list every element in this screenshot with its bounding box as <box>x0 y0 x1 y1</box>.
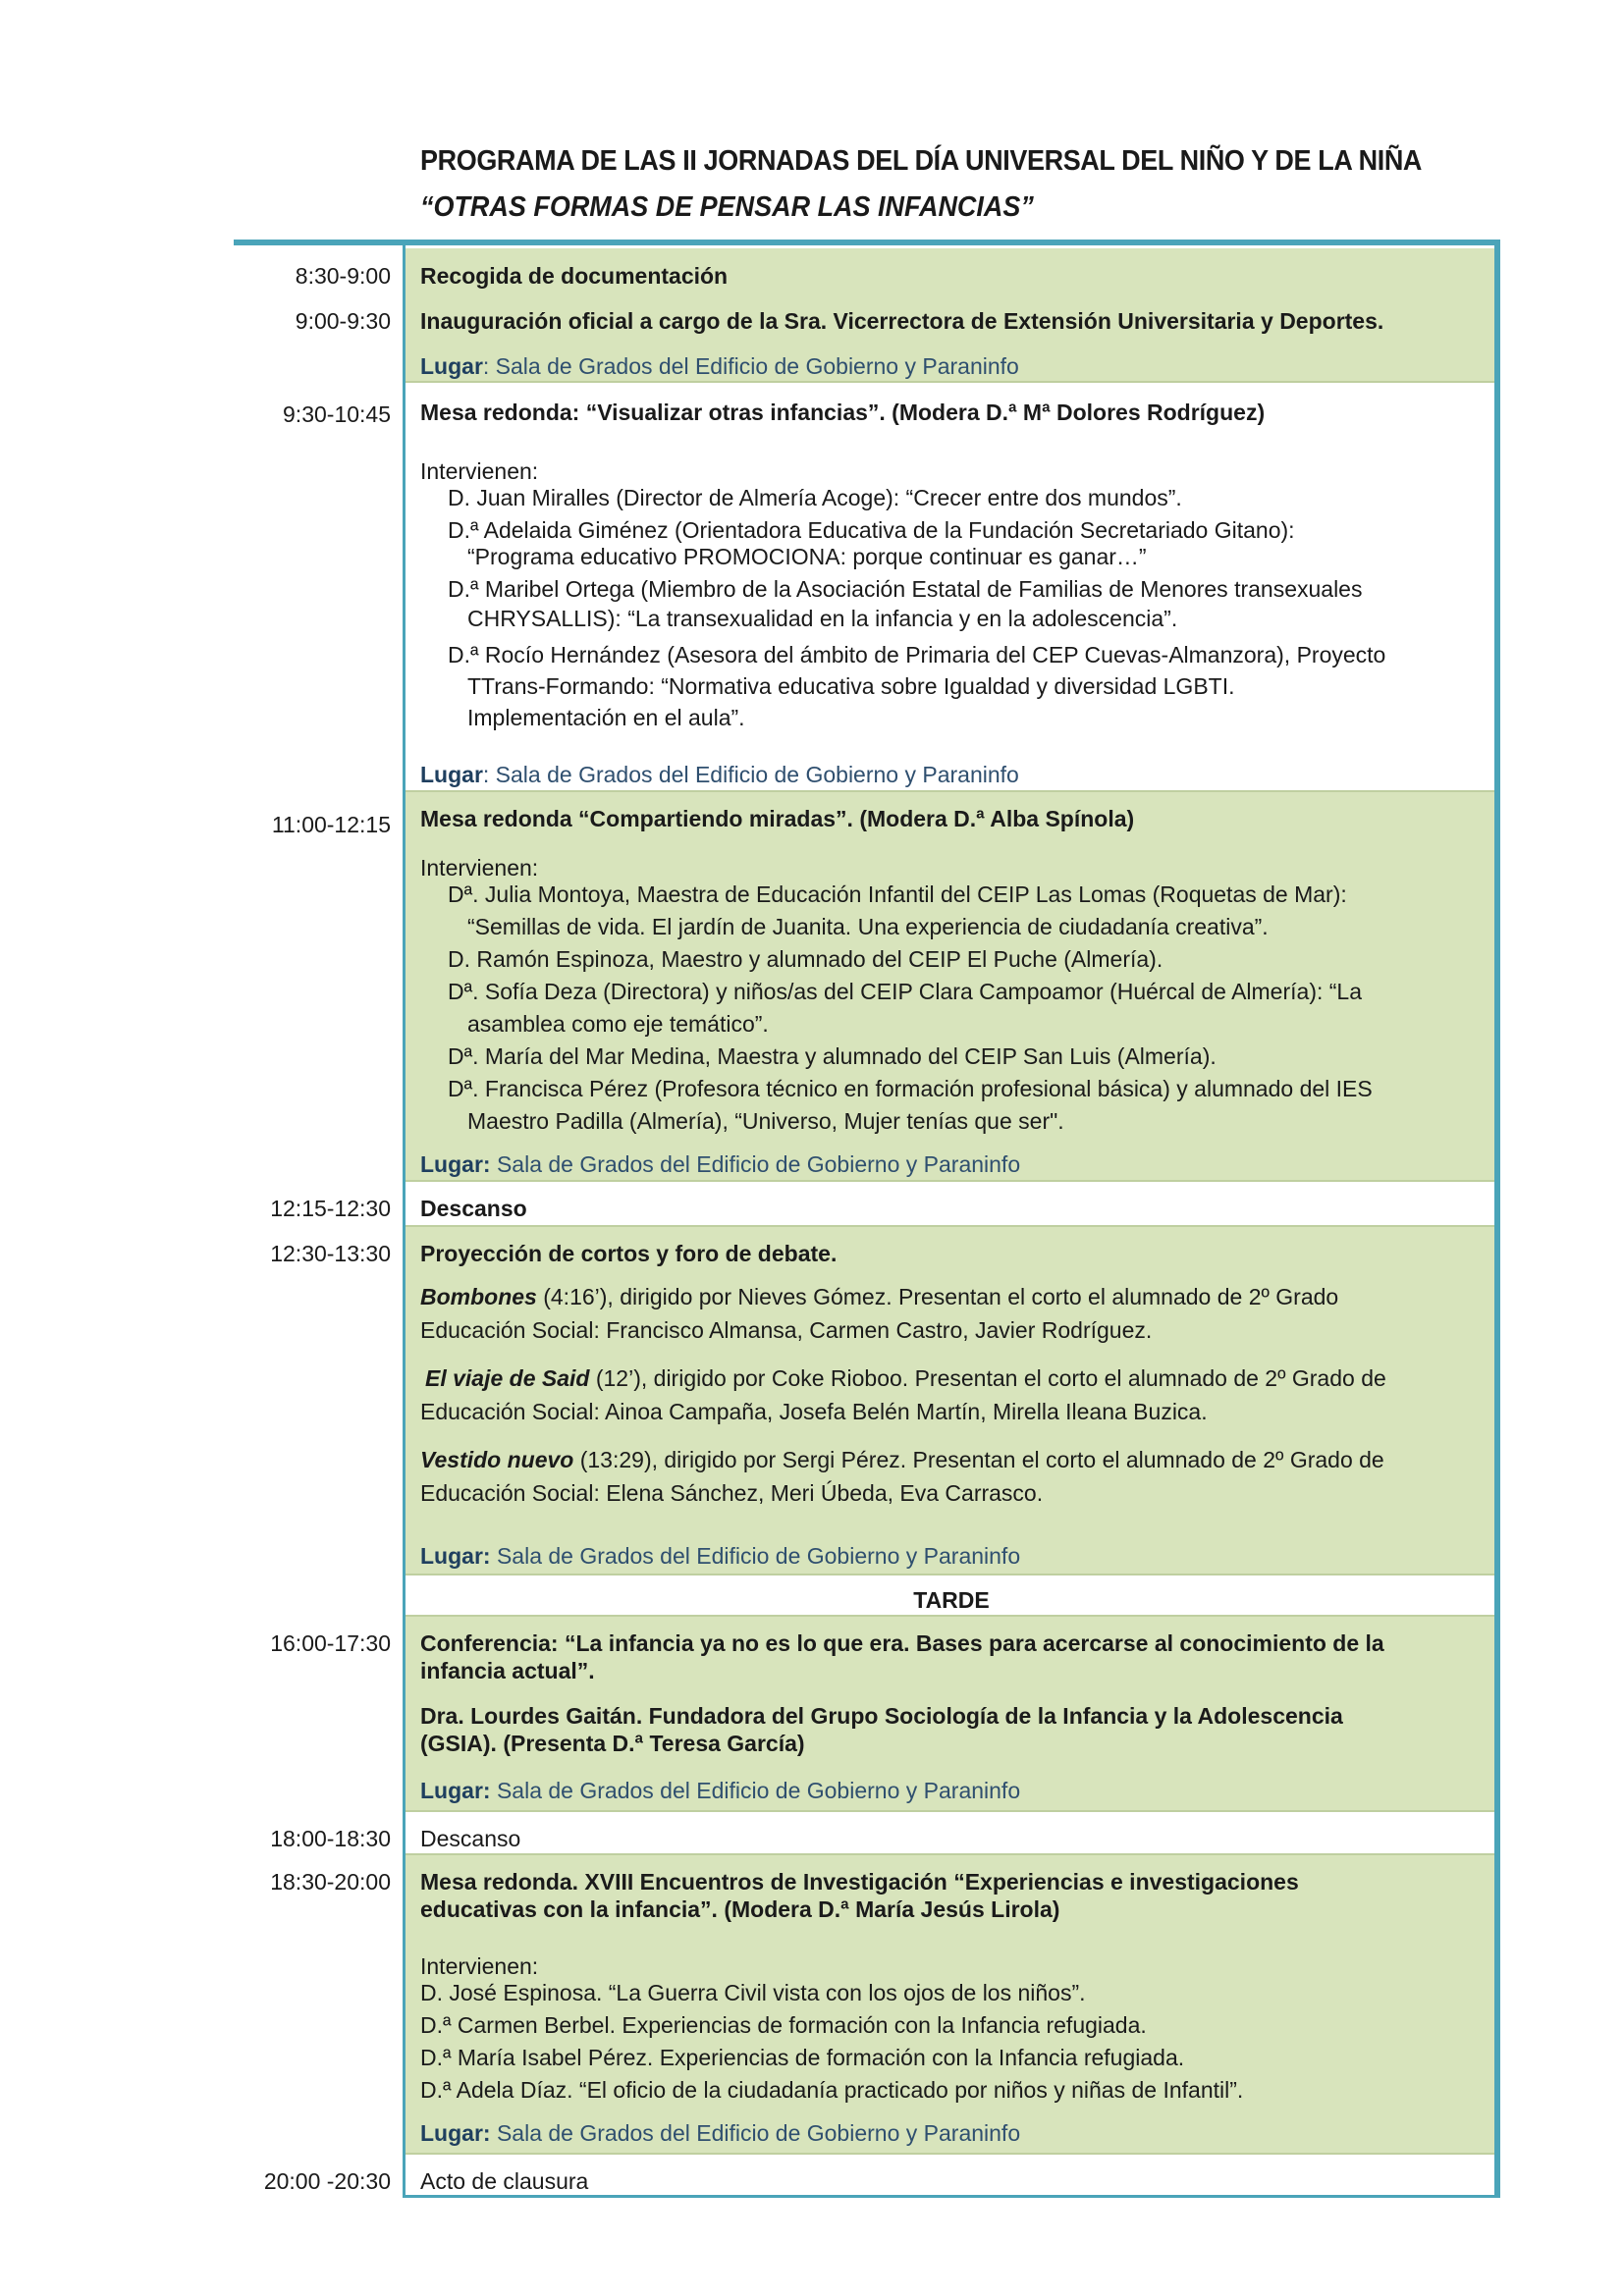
row-time: 18:30-20:00 <box>270 1869 391 1895</box>
speaker-line: D.ª María Isabel Pérez. Experiencias de formación con la Infancia refugiada. <box>420 2045 1185 2070</box>
speaker-line: TTrans-Formando: “Normativa educativa sobre Igualdad y diversidad LGBTI. <box>467 673 1235 699</box>
row-title: Mesa redonda “Compartiendo miradas”. (Modera D.ª Alba Spínola) <box>420 806 1135 831</box>
row-time: 18:00-18:30 <box>270 1826 391 1851</box>
film-line: Educación Social: Francisco Almansa, Carmen Castro, Javier Rodríguez. <box>420 1317 1153 1343</box>
schedule-row-descanso-2 <box>406 1811 1497 1853</box>
frame-bottom-border <box>403 2195 1497 2198</box>
venue-label: Lugar: <box>420 1151 491 1177</box>
speaker-line: (GSIA). (Presenta D.ª Teresa García) <box>420 1731 805 1756</box>
row-divider <box>406 1853 1497 1855</box>
film-title: El viaje de Said <box>425 1365 590 1391</box>
venue-line <box>420 1150 1020 1178</box>
speaker-line: D.ª Carmen Berbel. Experiencias de formación con la Infancia refugiada. <box>420 2012 1147 2038</box>
schedule-row-cortos <box>406 1226 1497 1574</box>
venue-label: Lugar: <box>420 1778 491 1803</box>
speaker-line: Dª. Francisca Pérez (Profesora técnico en formación profesional básica) y alumnado del IES <box>448 1076 1373 1101</box>
row-title: Descanso <box>420 1196 527 1221</box>
row-divider <box>406 381 1497 383</box>
row-divider <box>406 1180 1497 1182</box>
intervienen-label: Intervienen: <box>420 1953 539 1979</box>
row-divider <box>406 1615 1497 1617</box>
speaker-line: D. Juan Miralles (Director de Almería Acoge): “Crecer entre dos mundos”. <box>448 485 1182 510</box>
film-line <box>420 1283 1338 1310</box>
row-title: infancia actual”. <box>420 1658 595 1683</box>
row-title: Recogida de documentación <box>420 263 729 289</box>
row-title: Inauguración oficial a cargo de la Sra. Vicerrectora de Extensión Universitaria y Deportes. <box>420 308 1384 334</box>
row-time: 16:00-17:30 <box>270 1630 391 1656</box>
film-line <box>420 1446 1384 1473</box>
schedule-row-clausura <box>406 2154 1497 2195</box>
row-time: 9:00-9:30 <box>295 308 391 334</box>
speaker-line: Dª. Julia Montoya, Maestra de Educación Infantil del CEIP Las Lomas (Roquetas de Mar): <box>448 881 1347 907</box>
row-divider <box>406 790 1497 792</box>
speaker-line: CHRYSALLIS): “La transexualidad en la infancia y en la adolescencia”. <box>467 606 1178 631</box>
row-title: Conferencia: “La infancia ya no es lo que era. Bases para acercarse al conocimiento de la <box>420 1630 1384 1656</box>
venue-line <box>420 2119 1020 2147</box>
row-title: educativas con la infancia”. (Modera D.ª María Jesús Lirola) <box>420 1896 1060 1922</box>
row-title: Descanso <box>420 1826 521 1851</box>
row-time: 12:30-13:30 <box>270 1241 391 1266</box>
venue-label: Lugar: <box>420 1543 491 1569</box>
row-time: 20:00 -20:30 <box>263 2168 391 2194</box>
venue-line <box>420 352 1019 380</box>
schedule-row-conferencia <box>406 1616 1497 1810</box>
row-divider <box>406 2153 1497 2155</box>
venue-text: : Sala de Grados del Edificio de Gobierno y Paraninfo <box>482 762 1019 787</box>
schedule-row-descanso-1 <box>406 1181 1497 1225</box>
program-subtitle: “OTRAS FORMAS DE PENSAR LAS INFANCIAS” <box>420 191 1034 223</box>
row-divider <box>406 1225 1497 1227</box>
schedule-block-morning-1 <box>406 248 1497 382</box>
venue-text: : Sala de Grados del Edificio de Gobierno y Paraninfo <box>482 353 1019 379</box>
row-divider <box>406 1810 1497 1812</box>
schedule-row-mesa-xviii <box>406 1854 1497 2153</box>
schedule-row-mesa-visualizar <box>406 382 1497 790</box>
venue-text: Sala de Grados del Edificio de Gobierno y Paraninfo <box>490 1151 1021 1177</box>
film-line: Educación Social: Ainoa Campaña, Josefa Belén Martín, Mirella Ileana Buzica. <box>420 1399 1208 1424</box>
venue-label: Lugar: <box>420 2120 491 2146</box>
speaker-line: D.ª Maribel Ortega (Miembro de la Asociación Estatal de Familias de Menores transexuales <box>448 576 1363 602</box>
film-line: Educación Social: Elena Sánchez, Meri Úbeda, Eva Carrasco. <box>420 1480 1044 1506</box>
row-title: Mesa redonda: “Visualizar otras infancias”. (Modera D.ª Mª Dolores Rodríguez) <box>420 400 1266 425</box>
speaker-line: “Semillas de vida. El jardín de Juanita. Una experiencia de ciudadanía creativa”. <box>467 914 1269 939</box>
venue-line <box>420 1542 1020 1570</box>
row-time: 12:15-12:30 <box>270 1196 391 1221</box>
speaker-line: Dra. Lourdes Gaitán. Fundadora del Grupo Sociología de la Infancia y la Adolescencia <box>420 1703 1343 1729</box>
speaker-line: Maestro Padilla (Almería), “Universo, Mujer tenías que ser". <box>467 1108 1064 1134</box>
schedule-row-mesa-compartiendo <box>406 791 1497 1180</box>
venue-text: Sala de Grados del Edificio de Gobierno y Paraninfo <box>490 1778 1021 1803</box>
film-title: Vestido nuevo <box>420 1447 574 1472</box>
speaker-line: Dª. María del Mar Medina, Maestra y alumnado del CEIP San Luis (Almería). <box>448 1043 1217 1069</box>
row-time: 8:30-9:00 <box>295 263 391 289</box>
intervienen-label: Intervienen: <box>420 458 539 484</box>
row-time: 9:30-10:45 <box>283 401 391 427</box>
venue-label: Lugar <box>420 762 483 787</box>
venue-line <box>420 1777 1020 1804</box>
venue-text: Sala de Grados del Edificio de Gobierno y Paraninfo <box>490 1543 1021 1569</box>
speaker-line: D.ª Adelaida Giménez (Orientadora Educativa de la Fundación Secretariado Gitano): <box>448 517 1295 543</box>
afternoon-divider <box>406 1575 1497 1615</box>
speaker-line: asamblea como eje temático”. <box>467 1011 769 1037</box>
speaker-line: “Programa educativo PROMOCIONA: porque continuar es ganar…” <box>467 544 1147 569</box>
frame-left-border <box>403 245 406 2198</box>
speaker-line: D. Ramón Espinoza, Maestro y alumnado del CEIP El Puche (Almería). <box>448 946 1163 972</box>
row-title: Mesa redonda. XVIII Encuentros de Investigación “Experiencias e investigaciones <box>420 1869 1299 1895</box>
film-details: (13:29), dirigido por Sergi Pérez. Presentan el corto el alumnado de 2º Grado de <box>573 1447 1384 1472</box>
speaker-line: D. José Espinosa. “La Guerra Civil vista con los ojos de los niños”. <box>420 1980 1086 2005</box>
speaker-line: D.ª Adela Díaz. “El oficio de la ciudadanía practicado por niños y niñas de Infantil”. <box>420 2077 1244 2103</box>
venue-label: Lugar <box>420 353 483 379</box>
venue-text: Sala de Grados del Edificio de Gobierno y Paraninfo <box>490 2120 1021 2146</box>
speaker-line: D.ª Rocío Hernández (Asesora del ámbito de Primaria del CEP Cuevas-Almanzora), Proyecto <box>448 642 1386 667</box>
venue-line <box>420 761 1019 788</box>
speaker-line: Implementación en el aula”. <box>467 705 745 730</box>
intervienen-label: Intervienen: <box>420 855 539 881</box>
film-details: (12’), dirigido por Coke Rioboo. Presentan el corto el alumnado de 2º Grado de <box>589 1365 1386 1391</box>
film-details: (4:16’), dirigido por Nieves Gómez. Presentan el corto el alumnado de 2º Grado <box>536 1284 1339 1309</box>
row-title: Acto de clausura <box>420 2168 589 2194</box>
row-time: 11:00-12:15 <box>271 812 391 837</box>
row-divider <box>406 1574 1497 1575</box>
film-title: Bombones <box>420 1284 537 1309</box>
document-header <box>420 145 1500 224</box>
speaker-line: Dª. Sofía Deza (Directora) y niños/as del CEIP Clara Campoamor (Huércal de Almería): “La <box>448 979 1362 1004</box>
frame-right-border <box>1494 245 1497 2198</box>
afternoon-label: TARDE <box>913 1587 990 1613</box>
row-title: Proyección de cortos y foro de debate. <box>420 1241 838 1266</box>
film-line <box>425 1364 1386 1392</box>
program-title: PROGRAMA DE LAS II JORNADAS DEL DÍA UNIVERSAL DEL NIÑO Y DE LA NIÑA <box>420 145 1423 177</box>
